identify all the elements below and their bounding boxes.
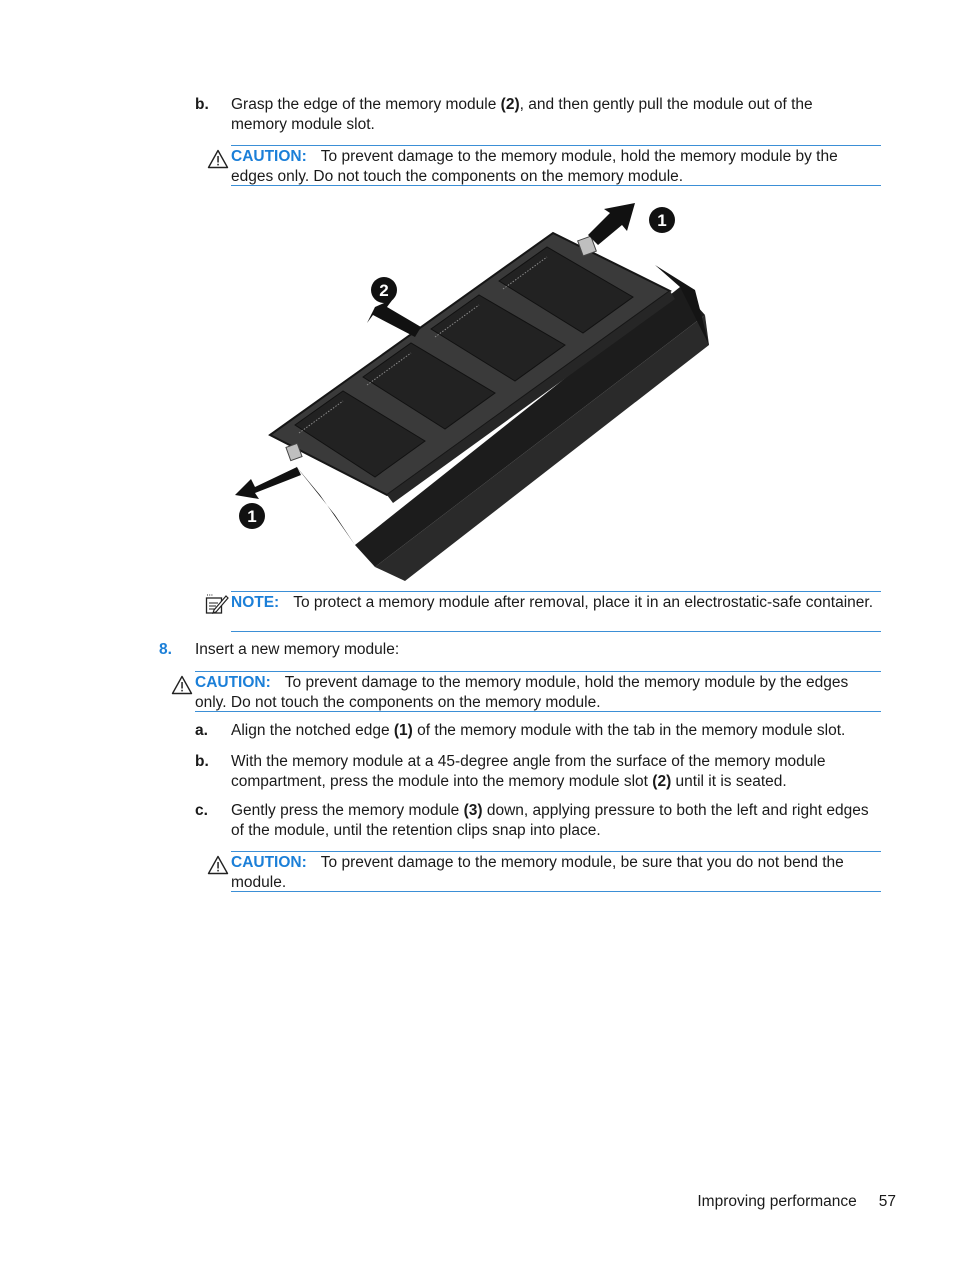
note-text: To protect a memory module after removal, place it in an electrostatic-safe container. (293, 594, 874, 611)
warning-triangle-icon (207, 149, 229, 169)
caution-text: To prevent damage to the memory module, hold the memory module by the edges only. Do not touch the components on the memory module. (195, 674, 849, 711)
substep-text-post: down, applying pressure to both the left and right edges of the module, until the retention clips snap into place. (231, 802, 869, 839)
caution-tag: CAUTION: (231, 854, 307, 871)
step-label: b. (195, 96, 209, 113)
substep-text-pre: Gently press the memory module (231, 802, 464, 819)
step-ref: (2) (500, 96, 520, 113)
page-number: 57 (878, 1193, 896, 1210)
caution-text: To prevent damage to the memory module, be sure that you do not bend the module. (231, 854, 844, 891)
warning-triangle-icon (207, 855, 229, 875)
memory-module-figure (225, 195, 725, 585)
substep-text-pre: Align the notched edge (231, 722, 394, 739)
step-text (231, 95, 871, 135)
substep-ref: (1) (393, 722, 413, 739)
step-number: 8. (159, 641, 172, 658)
callout-1: 1 (657, 211, 667, 230)
caution-text: To prevent damage to the memory module, hold the memory module by the edges only. Do not touch the components on the memory module. (231, 148, 838, 185)
note-pencil-icon (205, 593, 229, 615)
callout-2: 2 (379, 281, 389, 300)
caution-box (231, 851, 881, 892)
substep-text (231, 752, 871, 792)
step-text: Insert a new memory module: (195, 641, 400, 658)
callout-1-lower: 1 (247, 507, 257, 526)
substep-ref: (3) (463, 802, 483, 819)
caution-box (231, 145, 881, 186)
step-text-post: , and then gently pull the module out of the memory module slot. (231, 96, 813, 133)
substep-label: c. (195, 802, 208, 819)
step-text-pre: Grasp the edge of the memory module (231, 96, 501, 113)
substep-text (231, 801, 871, 841)
substep-label: a. (195, 722, 208, 739)
caution-tag: CAUTION: (231, 148, 307, 165)
substep-text-pre: With the memory module at a 45-degree angle from the surface of the memory module compartment, press the module into the memory module slot (231, 753, 826, 790)
substep-text (231, 721, 881, 741)
footer-section: Improving performance (697, 1193, 857, 1210)
substep-ref: (2) (652, 773, 672, 790)
warning-triangle-icon (171, 675, 193, 695)
caution-tag: CAUTION: (195, 674, 271, 691)
page-footer (697, 1192, 896, 1212)
note-box (231, 591, 881, 632)
substep-label: b. (195, 753, 209, 770)
substep-text-post: of the memory module with the tab in the memory module slot. (412, 722, 846, 739)
substep-text-post: until it is seated. (671, 773, 787, 790)
caution-box (195, 671, 881, 712)
note-tag: NOTE: (231, 594, 280, 611)
